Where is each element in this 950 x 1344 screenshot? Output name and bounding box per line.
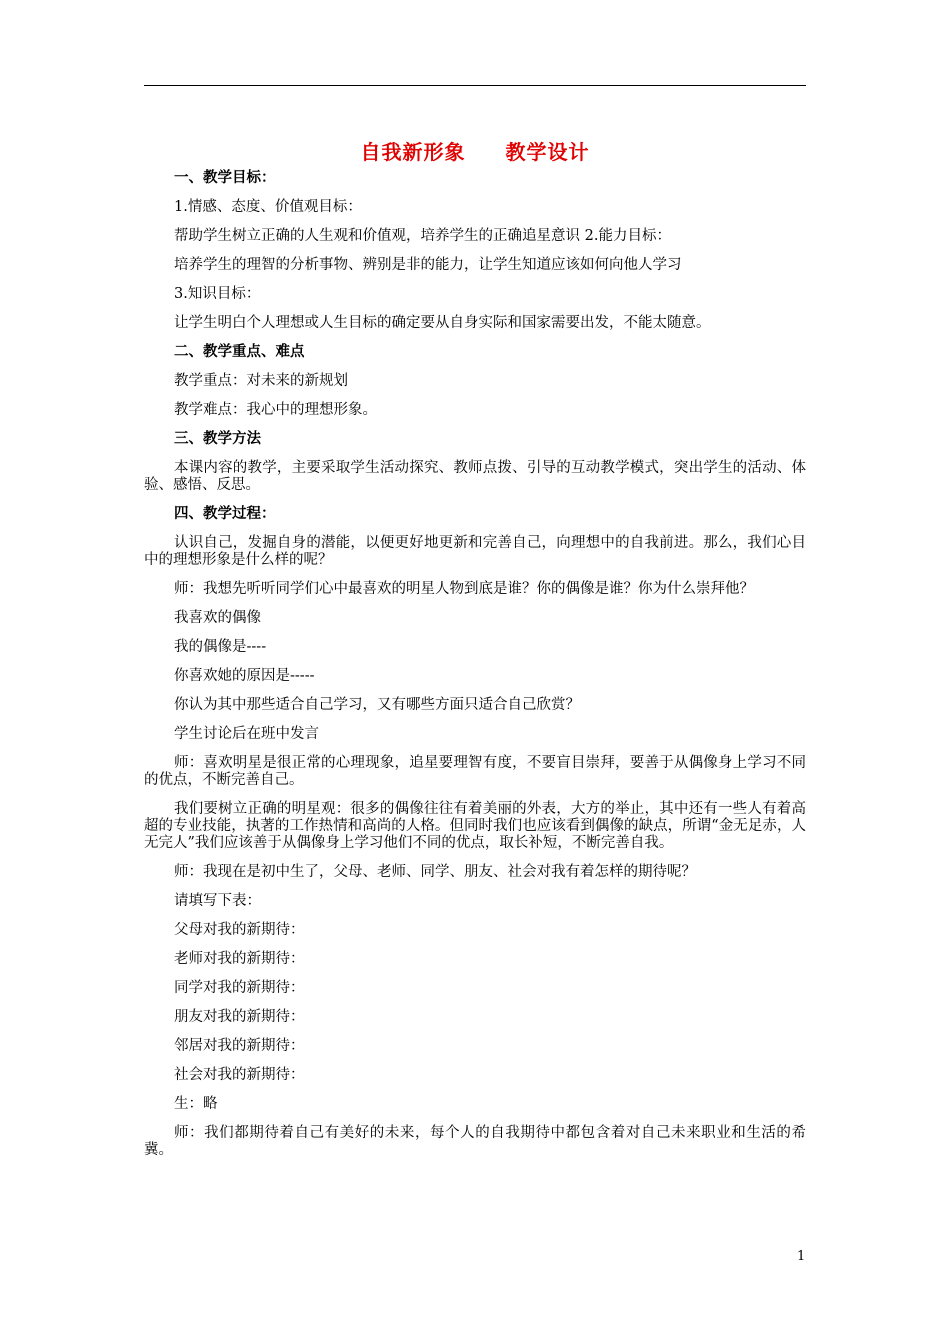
paragraph: 生：略	[174, 1096, 218, 1112]
paragraph: 师：我们都期待着自己有美好的未来，每个人的自我期待中都包含着对自己未来职业和生活的希冀。	[144, 1125, 806, 1158]
paragraph: 师：我想先听听同学们心中最喜欢的明星人物到底是谁？你的偶像是谁？你为什么崇拜他？	[174, 581, 754, 597]
title-sub: 教学设计	[505, 140, 590, 164]
section-heading: 一、教学目标：	[174, 170, 276, 186]
paragraph: 邻居对我的新期待：	[174, 1038, 305, 1054]
page-number: 1	[797, 1249, 806, 1264]
paragraph: 帮助学生树立正确的人生观和价值观，培养学生的正确追星意识 2.能力目标：	[174, 228, 671, 244]
paragraph: 朋友对我的新期待：	[174, 1009, 305, 1025]
section-heading: 四、教学过程：	[174, 506, 276, 522]
paragraph: 社会对我的新期待：	[174, 1067, 305, 1083]
paragraph: 老师对我的新期待：	[174, 951, 305, 967]
paragraph: 本课内容的教学，主要采取学生活动探究、教师点拨、引导的互动教学模式，突出学生的活动、体验、感悟、反思。	[144, 460, 806, 493]
paragraph: 学生讨论后在班中发言	[174, 726, 319, 742]
paragraph: 认识自己，发掘自身的潜能，以便更好地更新和完善自己，向理想中的自我前进。那么，我们心目中的理想形象是什么样的呢？	[144, 535, 806, 568]
paragraph: 教学难点：我心中的理想形象。	[174, 402, 377, 418]
paragraph: 我们要树立正确的明星观：很多的偶像往往有着美丽的外表，大方的举止，其中还有一些人有着高超的专业技能，执著的工作热情和高尚的人格。但同时我们也应该看到偶像的缺点，所谓“金无足赤，人无完人”我们应该善于从偶像身上学习他们不同的优点，取长补短，不断完善自我。	[144, 801, 806, 851]
paragraph: 培养学生的理智的分析事物、辨别是非的能力，让学生知道应该如何向他人学习	[174, 257, 682, 273]
paragraph: 1.情感、态度、价值观目标：	[174, 199, 362, 215]
paragraph: 父母对我的新期待：	[174, 922, 305, 938]
header-rule	[144, 85, 806, 86]
paragraph: 我喜欢的偶像	[174, 610, 261, 626]
paragraph: 我的偶像是----	[174, 639, 267, 655]
paragraph: 你喜欢她的原因是-----	[174, 668, 315, 684]
title-main: 自我新形象	[360, 140, 466, 164]
paragraph: 教学重点：对未来的新规划	[174, 373, 348, 389]
section-heading: 三、教学方法	[174, 431, 261, 447]
document-title	[0, 136, 950, 165]
section-heading: 二、教学重点、难点	[174, 344, 305, 360]
paragraph: 让学生明白个人理想或人生目标的确定要从自身实际和国家需要出发，不能太随意。	[174, 315, 711, 331]
paragraph: 3.知识目标：	[174, 286, 261, 302]
paragraph: 同学对我的新期待：	[174, 980, 305, 996]
paragraph: 师：喜欢明星是很正常的心理现象，追星要理智有度，不要盲目崇拜，要善于从偶像身上学习不同的优点，不断完善自己。	[144, 755, 806, 788]
paragraph: 你认为其中那些适合自己学习，又有哪些方面只适合自己欣赏？	[174, 697, 580, 713]
paragraph: 师：我现在是初中生了，父母、老师、同学、朋友、社会对我有着怎样的期待呢？	[174, 864, 696, 880]
document-body	[144, 170, 806, 1171]
paragraph: 请填写下表：	[174, 893, 261, 909]
